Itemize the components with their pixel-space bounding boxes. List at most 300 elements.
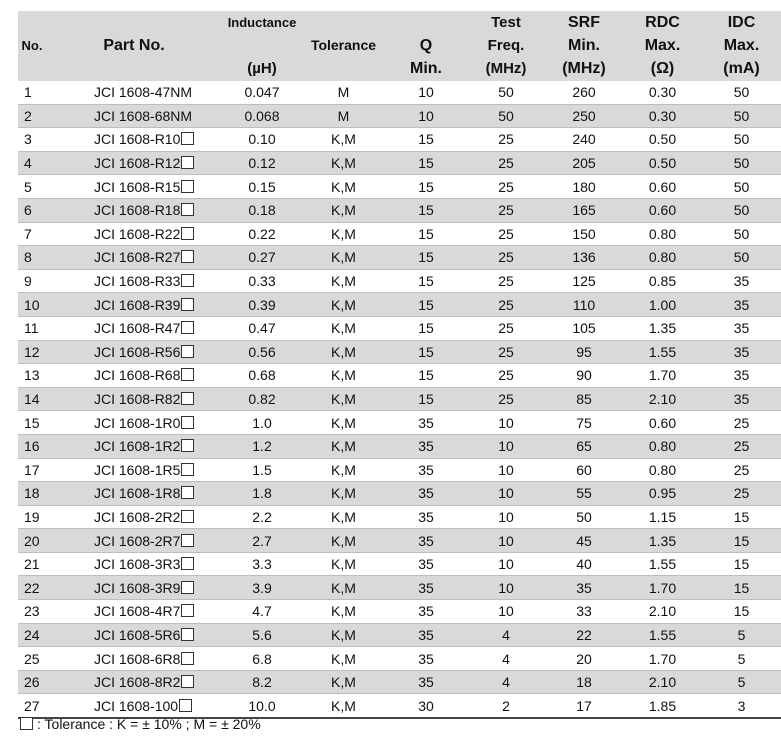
cell-no-text: 26 bbox=[24, 674, 40, 691]
header-no: No. bbox=[18, 11, 46, 81]
cell-inductance-text: 3.3 bbox=[252, 556, 272, 573]
table-row bbox=[18, 600, 781, 624]
cell-part-no bbox=[46, 623, 222, 647]
cell-idc-max-text: 15 bbox=[733, 532, 750, 549]
cell-idc-max bbox=[702, 128, 781, 152]
cell-idc-max bbox=[702, 81, 781, 104]
cell-srf-min-text: 65 bbox=[576, 438, 592, 455]
table-row bbox=[18, 151, 781, 175]
cell-no bbox=[18, 434, 46, 458]
cell-rdc-max bbox=[623, 104, 702, 128]
table-row bbox=[18, 128, 781, 152]
cell-q-min-text: 35 bbox=[418, 414, 434, 431]
cell-idc-max bbox=[702, 222, 781, 246]
cell-q-min bbox=[385, 128, 467, 152]
cell-test-freq bbox=[467, 694, 545, 718]
cell-tolerance bbox=[302, 670, 385, 694]
cell-test-freq bbox=[467, 434, 545, 458]
cell-tolerance-text: K,M bbox=[331, 249, 356, 266]
cell-srf-min-text: 40 bbox=[576, 556, 592, 573]
cell-idc-max bbox=[702, 246, 781, 270]
cell-inductance bbox=[222, 529, 302, 553]
cell-rdc-max bbox=[623, 482, 702, 506]
cell-rdc-max bbox=[623, 340, 702, 364]
cell-inductance bbox=[222, 482, 302, 506]
cell-no-text: 11 bbox=[24, 320, 39, 337]
cell-rdc-max-text: 1.55 bbox=[648, 556, 677, 573]
table-row bbox=[18, 458, 781, 482]
cell-part-no-text: JCI 1608-3R9 bbox=[94, 579, 181, 596]
cell-q-min bbox=[385, 340, 467, 364]
cell-part-no bbox=[46, 529, 222, 553]
cell-q-min bbox=[385, 316, 467, 340]
tolerance-footnote bbox=[20, 716, 261, 732]
cell-part-no bbox=[46, 670, 222, 694]
tolerance-box-icon bbox=[181, 510, 194, 523]
cell-rdc-max-text: 0.30 bbox=[648, 107, 677, 124]
cell-idc-max-text: 5 bbox=[737, 650, 746, 667]
header-test-freq: Test Freq. (MHz) bbox=[467, 11, 545, 81]
cell-q-min-text: 15 bbox=[418, 273, 434, 290]
table-row bbox=[18, 316, 781, 340]
cell-idc-max bbox=[702, 623, 781, 647]
cell-tolerance bbox=[302, 529, 385, 553]
cell-srf-min-text: 33 bbox=[576, 603, 592, 620]
cell-no-text: 15 bbox=[24, 414, 40, 431]
header-inductance: Inductance (µH) bbox=[222, 11, 302, 81]
cell-idc-max-text: 25 bbox=[733, 485, 750, 502]
cell-inductance bbox=[222, 458, 302, 482]
cell-tolerance bbox=[302, 293, 385, 317]
cell-rdc-max bbox=[623, 175, 702, 199]
cell-srf-min bbox=[545, 104, 623, 128]
cell-part-no bbox=[46, 505, 222, 529]
tolerance-box-icon bbox=[181, 345, 194, 358]
cell-inductance bbox=[222, 269, 302, 293]
cell-idc-max-text: 35 bbox=[733, 343, 750, 360]
cell-test-freq bbox=[467, 128, 545, 152]
cell-rdc-max-text: 1.55 bbox=[648, 626, 677, 643]
cell-tolerance-text: M bbox=[337, 107, 350, 124]
cell-test-freq-text: 25 bbox=[498, 320, 514, 337]
cell-no bbox=[18, 104, 46, 128]
cell-srf-min-text: 22 bbox=[576, 626, 592, 643]
cell-test-freq-text: 10 bbox=[498, 556, 514, 573]
cell-part-no-text: JCI 1608-R56 bbox=[94, 343, 181, 360]
cell-idc-max-text: 25 bbox=[733, 461, 750, 478]
header-part-no: Part No. bbox=[46, 11, 222, 81]
cell-tolerance-text: K,M bbox=[331, 131, 356, 148]
cell-srf-min bbox=[545, 340, 623, 364]
table-row bbox=[18, 81, 781, 104]
cell-test-freq-text: 2 bbox=[502, 697, 510, 714]
cell-part-no-text: JCI 1608-R22 bbox=[94, 225, 181, 242]
cell-inductance-text: 0.10 bbox=[248, 131, 276, 148]
cell-q-min bbox=[385, 576, 467, 600]
cell-rdc-max bbox=[623, 552, 702, 576]
table-row bbox=[18, 694, 781, 718]
cell-test-freq bbox=[467, 364, 545, 388]
cell-idc-max bbox=[702, 316, 781, 340]
cell-inductance bbox=[222, 293, 302, 317]
cell-test-freq bbox=[467, 600, 545, 624]
table-header bbox=[18, 11, 781, 81]
cell-tolerance bbox=[302, 81, 385, 104]
cell-idc-max bbox=[702, 269, 781, 293]
cell-part-no bbox=[46, 198, 222, 222]
tolerance-box-icon bbox=[181, 298, 194, 311]
cell-srf-min-text: 240 bbox=[572, 131, 596, 148]
cell-rdc-max-text: 0.30 bbox=[648, 84, 677, 101]
cell-test-freq bbox=[467, 411, 545, 435]
cell-no bbox=[18, 623, 46, 647]
cell-no-text: 3 bbox=[24, 131, 32, 148]
cell-test-freq bbox=[467, 387, 545, 411]
cell-q-min bbox=[385, 482, 467, 506]
cell-no-text: 9 bbox=[24, 273, 32, 290]
cell-idc-max bbox=[702, 104, 781, 128]
cell-rdc-max bbox=[623, 670, 702, 694]
cell-inductance bbox=[222, 434, 302, 458]
cell-idc-max bbox=[702, 694, 781, 718]
cell-rdc-max bbox=[623, 647, 702, 671]
cell-rdc-max bbox=[623, 222, 702, 246]
cell-inductance bbox=[222, 198, 302, 222]
cell-part-no bbox=[46, 387, 222, 411]
cell-part-no-text: JCI 1608-R12 bbox=[94, 155, 181, 172]
cell-idc-max bbox=[702, 529, 781, 553]
cell-srf-min bbox=[545, 670, 623, 694]
cell-part-no-text: JCI 1608-R27 bbox=[94, 249, 181, 266]
cell-inductance-text: 0.68 bbox=[248, 367, 276, 384]
cell-part-no bbox=[46, 222, 222, 246]
table-row bbox=[18, 434, 781, 458]
tolerance-box-icon bbox=[181, 203, 194, 216]
cell-q-min bbox=[385, 175, 467, 199]
cell-test-freq-text: 25 bbox=[498, 367, 514, 384]
cell-no-text: 12 bbox=[24, 343, 40, 360]
cell-test-freq bbox=[467, 151, 545, 175]
cell-test-freq-text: 25 bbox=[498, 202, 514, 219]
cell-part-no bbox=[46, 269, 222, 293]
cell-rdc-max bbox=[623, 151, 702, 175]
cell-idc-max-text: 25 bbox=[733, 438, 750, 455]
table-row bbox=[18, 293, 781, 317]
cell-idc-max-text: 50 bbox=[733, 155, 750, 172]
cell-q-min-text: 15 bbox=[418, 343, 434, 360]
cell-test-freq bbox=[467, 340, 545, 364]
cell-q-min-text: 30 bbox=[418, 697, 434, 714]
cell-q-min-text: 15 bbox=[418, 202, 434, 219]
cell-rdc-max-text: 0.50 bbox=[648, 155, 677, 172]
cell-tolerance-text: K,M bbox=[331, 508, 356, 525]
cell-q-min bbox=[385, 364, 467, 388]
cell-test-freq bbox=[467, 316, 545, 340]
cell-srf-min-text: 136 bbox=[572, 249, 596, 266]
cell-q-min bbox=[385, 387, 467, 411]
cell-idc-max-text: 50 bbox=[733, 131, 750, 148]
cell-q-min bbox=[385, 104, 467, 128]
cell-rdc-max-text: 0.60 bbox=[648, 414, 677, 431]
table-row bbox=[18, 340, 781, 364]
cell-no-text: 17 bbox=[24, 461, 40, 478]
cell-part-no bbox=[46, 246, 222, 270]
cell-part-no-text: JCI 1608-3R3 bbox=[94, 556, 181, 573]
cell-inductance-text: 1.8 bbox=[252, 485, 272, 502]
cell-rdc-max bbox=[623, 576, 702, 600]
cell-no bbox=[18, 316, 46, 340]
cell-rdc-max-text: 0.95 bbox=[648, 485, 677, 502]
cell-part-no bbox=[46, 151, 222, 175]
cell-test-freq-text: 4 bbox=[502, 626, 510, 643]
cell-rdc-max-text: 0.80 bbox=[648, 249, 677, 266]
cell-inductance-text: 0.047 bbox=[244, 84, 280, 101]
cell-part-no bbox=[46, 552, 222, 576]
inductor-spec-table bbox=[18, 11, 781, 719]
cell-inductance-text: 8.2 bbox=[252, 674, 272, 691]
cell-srf-min bbox=[545, 529, 623, 553]
cell-no-text: 2 bbox=[24, 107, 32, 124]
cell-part-no bbox=[46, 340, 222, 364]
cell-srf-min-text: 45 bbox=[576, 532, 592, 549]
cell-idc-max-text: 35 bbox=[733, 367, 750, 384]
cell-tolerance-text: K,M bbox=[331, 603, 356, 620]
cell-q-min bbox=[385, 411, 467, 435]
cell-srf-min bbox=[545, 151, 623, 175]
cell-tolerance-text: K,M bbox=[331, 343, 356, 360]
cell-tolerance bbox=[302, 104, 385, 128]
cell-srf-min-text: 205 bbox=[572, 155, 596, 172]
cell-srf-min bbox=[545, 647, 623, 671]
tolerance-box-icon bbox=[181, 132, 194, 145]
cell-idc-max-text: 5 bbox=[737, 626, 746, 643]
tolerance-box-icon bbox=[181, 604, 194, 617]
cell-rdc-max-text: 1.35 bbox=[648, 532, 677, 549]
cell-srf-min bbox=[545, 600, 623, 624]
table-row bbox=[18, 222, 781, 246]
cell-tolerance-text: K,M bbox=[331, 556, 356, 573]
cell-rdc-max-text: 1.70 bbox=[648, 579, 677, 596]
cell-tolerance-text: K,M bbox=[331, 485, 356, 502]
cell-srf-min-text: 20 bbox=[576, 650, 592, 667]
header-srf: SRF Min. (MHz) bbox=[545, 11, 623, 81]
cell-tolerance-text: K,M bbox=[331, 697, 356, 714]
cell-inductance bbox=[222, 505, 302, 529]
tolerance-box-icon bbox=[181, 250, 194, 263]
cell-no bbox=[18, 552, 46, 576]
cell-srf-min-text: 95 bbox=[576, 343, 592, 360]
cell-test-freq-text: 10 bbox=[498, 532, 514, 549]
cell-inductance-text: 0.18 bbox=[248, 202, 276, 219]
cell-part-no-text: JCI 1608-4R7 bbox=[94, 603, 181, 620]
cell-q-min-text: 35 bbox=[418, 650, 434, 667]
cell-part-no bbox=[46, 81, 222, 104]
cell-no-text: 10 bbox=[24, 296, 40, 313]
cell-part-no-text: JCI 1608-R18 bbox=[94, 202, 181, 219]
cell-rdc-max-text: 0.85 bbox=[648, 273, 677, 290]
cell-inductance-text: 0.27 bbox=[248, 249, 276, 266]
cell-no bbox=[18, 694, 46, 718]
cell-no bbox=[18, 411, 46, 435]
cell-srf-min bbox=[545, 552, 623, 576]
cell-idc-max-text: 3 bbox=[737, 697, 746, 714]
cell-inductance bbox=[222, 222, 302, 246]
cell-no-text: 1 bbox=[24, 84, 32, 101]
cell-srf-min bbox=[545, 623, 623, 647]
cell-part-no-text: JCI 1608-6R8 bbox=[94, 650, 181, 667]
cell-idc-max bbox=[702, 647, 781, 671]
cell-tolerance bbox=[302, 340, 385, 364]
cell-test-freq-text: 25 bbox=[498, 178, 514, 195]
cell-test-freq bbox=[467, 529, 545, 553]
cell-part-no-text: JCI 1608-1R5 bbox=[94, 461, 181, 478]
cell-q-min bbox=[385, 434, 467, 458]
table-row bbox=[18, 623, 781, 647]
tolerance-box-icon bbox=[181, 675, 194, 688]
cell-tolerance bbox=[302, 434, 385, 458]
cell-idc-max-text: 35 bbox=[733, 273, 750, 290]
tolerance-box-icon bbox=[181, 321, 194, 334]
cell-test-freq bbox=[467, 293, 545, 317]
table-row bbox=[18, 529, 781, 553]
cell-part-no-text: JCI 1608-2R2 bbox=[94, 508, 181, 525]
cell-tolerance-text: K,M bbox=[331, 178, 356, 195]
cell-tolerance bbox=[302, 552, 385, 576]
tolerance-box-icon bbox=[181, 463, 194, 476]
cell-rdc-max-text: 0.80 bbox=[648, 225, 677, 242]
cell-srf-min-text: 250 bbox=[572, 107, 596, 124]
cell-test-freq-text: 10 bbox=[498, 461, 514, 478]
cell-q-min-text: 15 bbox=[418, 367, 434, 384]
cell-srf-min bbox=[545, 246, 623, 270]
cell-rdc-max bbox=[623, 505, 702, 529]
cell-inductance bbox=[222, 104, 302, 128]
cell-inductance-text: 0.33 bbox=[248, 273, 276, 290]
cell-test-freq-text: 4 bbox=[502, 650, 510, 667]
cell-inductance bbox=[222, 694, 302, 718]
cell-no-text: 23 bbox=[24, 603, 40, 620]
cell-tolerance bbox=[302, 505, 385, 529]
cell-tolerance-text: K,M bbox=[331, 626, 356, 643]
cell-idc-max-text: 50 bbox=[733, 249, 750, 266]
cell-q-min bbox=[385, 694, 467, 718]
cell-inductance bbox=[222, 128, 302, 152]
cell-inductance-text: 0.39 bbox=[248, 296, 276, 313]
cell-inductance-text: 4.7 bbox=[252, 603, 272, 620]
cell-srf-min-text: 105 bbox=[572, 320, 596, 337]
cell-part-no bbox=[46, 175, 222, 199]
cell-tolerance-text: K,M bbox=[331, 391, 356, 408]
cell-srf-min-text: 180 bbox=[572, 178, 596, 195]
cell-idc-max bbox=[702, 340, 781, 364]
cell-srf-min bbox=[545, 269, 623, 293]
cell-q-min-text: 35 bbox=[418, 485, 434, 502]
cell-idc-max bbox=[702, 458, 781, 482]
cell-inductance bbox=[222, 647, 302, 671]
cell-srf-min-text: 17 bbox=[576, 697, 592, 714]
cell-no-text: 21 bbox=[24, 556, 40, 573]
cell-inductance bbox=[222, 246, 302, 270]
cell-no-text: 6 bbox=[24, 202, 32, 219]
table-row bbox=[18, 670, 781, 694]
cell-srf-min bbox=[545, 458, 623, 482]
cell-idc-max-text: 15 bbox=[733, 508, 750, 525]
cell-part-no-text: JCI 1608-R39 bbox=[94, 296, 181, 313]
cell-part-no bbox=[46, 458, 222, 482]
cell-part-no bbox=[46, 600, 222, 624]
cell-q-min bbox=[385, 529, 467, 553]
cell-q-min-text: 35 bbox=[418, 461, 434, 478]
cell-part-no bbox=[46, 293, 222, 317]
cell-srf-min-text: 90 bbox=[576, 367, 592, 384]
cell-q-min-text: 15 bbox=[418, 320, 434, 337]
cell-tolerance bbox=[302, 458, 385, 482]
cell-inductance-text: 0.47 bbox=[248, 320, 276, 337]
cell-rdc-max bbox=[623, 246, 702, 270]
cell-q-min-text: 35 bbox=[418, 674, 434, 691]
tolerance-box-icon bbox=[181, 180, 194, 193]
cell-q-min bbox=[385, 293, 467, 317]
cell-rdc-max-text: 1.15 bbox=[648, 508, 677, 525]
cell-srf-min-text: 260 bbox=[572, 84, 596, 101]
table-row bbox=[18, 104, 781, 128]
cell-test-freq bbox=[467, 458, 545, 482]
cell-rdc-max bbox=[623, 198, 702, 222]
tolerance-box-icon bbox=[181, 156, 194, 169]
cell-tolerance bbox=[302, 222, 385, 246]
cell-inductance bbox=[222, 340, 302, 364]
cell-part-no bbox=[46, 316, 222, 340]
tolerance-box-icon bbox=[181, 368, 194, 381]
cell-inductance bbox=[222, 576, 302, 600]
cell-inductance bbox=[222, 316, 302, 340]
cell-rdc-max-text: 1.70 bbox=[648, 650, 677, 667]
cell-tolerance-text: K,M bbox=[331, 296, 356, 313]
cell-no bbox=[18, 222, 46, 246]
cell-tolerance bbox=[302, 269, 385, 293]
cell-part-no bbox=[46, 576, 222, 600]
cell-q-min-text: 35 bbox=[418, 603, 434, 620]
cell-tolerance bbox=[302, 128, 385, 152]
cell-tolerance-text: K,M bbox=[331, 320, 356, 337]
cell-part-no-text: JCI 1608-5R6 bbox=[94, 626, 181, 643]
cell-test-freq bbox=[467, 246, 545, 270]
cell-q-min-text: 15 bbox=[418, 178, 434, 195]
tolerance-box-icon bbox=[181, 652, 194, 665]
cell-idc-max-text: 35 bbox=[733, 320, 750, 337]
cell-q-min bbox=[385, 552, 467, 576]
cell-idc-max bbox=[702, 364, 781, 388]
cell-idc-max-text: 5 bbox=[737, 674, 746, 691]
tolerance-box-icon bbox=[179, 699, 192, 712]
cell-srf-min bbox=[545, 222, 623, 246]
table-row bbox=[18, 175, 781, 199]
table-row bbox=[18, 387, 781, 411]
cell-idc-max-text: 35 bbox=[733, 296, 750, 313]
cell-test-freq bbox=[467, 198, 545, 222]
cell-tolerance bbox=[302, 482, 385, 506]
cell-srf-min bbox=[545, 576, 623, 600]
cell-test-freq-text: 4 bbox=[502, 674, 510, 691]
cell-inductance bbox=[222, 364, 302, 388]
cell-no bbox=[18, 505, 46, 529]
cell-tolerance-text: K,M bbox=[331, 414, 356, 431]
cell-no-text: 27 bbox=[24, 697, 40, 714]
footnote-text: : Tolerance : K = ± 10% ; M = ± 20% bbox=[37, 716, 261, 732]
cell-no bbox=[18, 246, 46, 270]
cell-no bbox=[18, 482, 46, 506]
cell-part-no bbox=[46, 364, 222, 388]
